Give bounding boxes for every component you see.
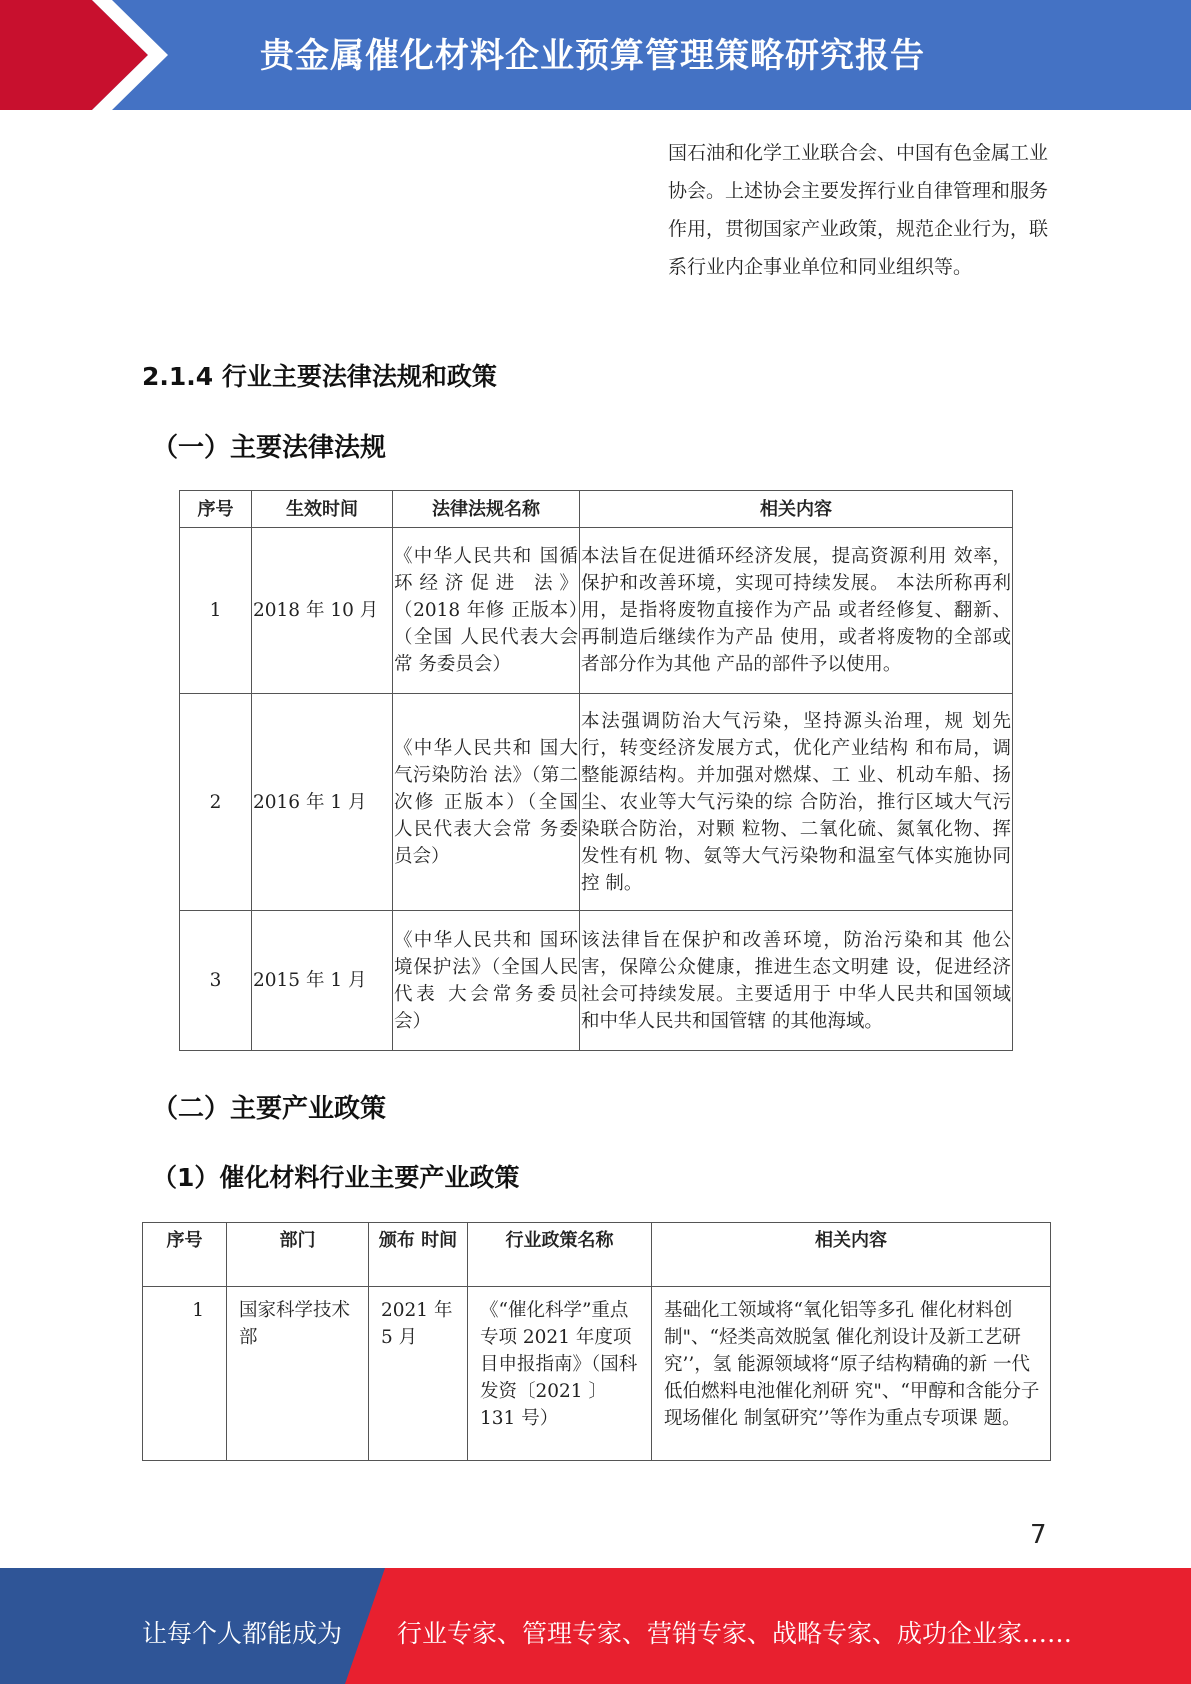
col-header-content: 相关内容 xyxy=(652,1223,1051,1287)
row-law-name: 《中华人民共和 国环境保护法》（全国人民代表 大会常务委员 会） xyxy=(393,911,580,1051)
col-header-policy-name: 行业政策名称 xyxy=(468,1223,652,1287)
table-row xyxy=(180,528,1013,694)
subsection-heading-catalyst-policies: （1）催化材料行业主要产业政策 xyxy=(152,1163,520,1192)
table-row xyxy=(180,694,1013,911)
row-no: 3 xyxy=(180,911,252,1051)
section-heading: 2.1.4 行业主要法律法规和政策 xyxy=(142,362,497,391)
row-no: 1 xyxy=(180,528,252,694)
header-bar xyxy=(0,0,1191,110)
row-date: 2016 年 1 月 xyxy=(252,694,393,911)
table-row xyxy=(180,911,1013,1051)
row-law-name: 《中华人民共和 国循环经济促进 法》（2018 年修 正版本）（全国 人民代表大会常 务委员会） xyxy=(393,528,580,694)
footer-slogan-left: 让每个人都能成为 xyxy=(142,1619,343,1648)
row-date: 2018 年 10 月 xyxy=(252,528,393,694)
col-header-date: 颁布 时间 xyxy=(369,1223,468,1287)
row-content: 本法旨在促进循环经济发展，提高资源利用 效率，保护和改善环境，实现可持续发展。 本法所称再利用，是指将废物直接作为产品 或者经修复、翻新、再制造后继续作为产品 使用，或者将废物的全部或者部分作为其他 产品的部件予以使用。 xyxy=(580,528,1013,694)
row-no: 2 xyxy=(180,694,252,911)
subsection-heading-laws: （一）主要法律法规 xyxy=(152,433,387,463)
col-header-date: 生效时间 xyxy=(252,491,393,528)
col-header-no: 序号 xyxy=(143,1223,227,1287)
row-policy-name: 《“催化科学”重点专项 2021 年度项目申报指南》（国科发资〔2021 〕131 号） xyxy=(468,1287,652,1461)
policy-table xyxy=(142,1222,1051,1461)
col-header-no: 序号 xyxy=(180,491,252,528)
table-header-row xyxy=(143,1223,1051,1287)
row-law-name: 《中华人民共和 国大气污染防治 法》（第二次修 正版本）（全国 人民代表大会常 务委员会） xyxy=(393,694,580,911)
table-header-row xyxy=(180,491,1013,528)
row-no: 1 xyxy=(143,1287,227,1461)
subsection-heading-policies: （二）主要产业政策 xyxy=(152,1094,387,1124)
col-header-dept: 部门 xyxy=(227,1223,369,1287)
footer-slogan-right: 行业专家、管理专家、营销专家、战略专家、成功企业家…… xyxy=(397,1619,1073,1648)
row-date: 2021 年 5 月 xyxy=(369,1287,468,1461)
row-dept: 国家科学技术部 xyxy=(227,1287,369,1461)
table-row xyxy=(143,1287,1051,1461)
report-title: 贵金属催化材料企业预算管理策略研究报告 xyxy=(260,36,925,76)
row-content: 该法律旨在保护和改善环境，防治污染和其 他公害，保障公众健康，推进生态文明建 设，促进经济社会可持续发展。主要适用于 中华人民共和国领域和中华人民共和国管辖 的其他海域。 xyxy=(580,911,1013,1051)
col-header-name: 法律法规名称 xyxy=(393,491,580,528)
row-content: 本法强调防治大气污染，坚持源头治理，规 划先行，转变经济发展方式，优化产业结构 和布局，调整能源结构。并加强对燃煤、工 业、机动车船、扬尘、农业等大气污染的综 合防治，推行区域大气污染联合防治，对颗 粒物、二氧化硫、氮氧化物、挥发性有机 物、氨等大气污染物和温室气体实施协同控 制。 xyxy=(580,694,1013,911)
intro-paragraph: 国石油和化学工业联合会、中国有色金属工业协会。上述协会主要发挥行业自律管理和服务作用，贯彻国家产业政策，规范企业行为，联系行业内企事业单位和同业组织等。 xyxy=(668,142,1049,278)
page-number: 7 xyxy=(1030,1520,1047,1550)
row-content: 基础化工领域将“氧化铝等多孔 催化材料创制"、“烃类高效脱氢 催化剂设计及新工艺研究’’，氢 能源领域将“原子结构精确的新 一代低伯燃料电池催化剂研 究"、“甲醇和含能分子现场催化 制氢研究’’等作为重点专项课 题。 xyxy=(652,1287,1051,1461)
laws-table xyxy=(179,490,1013,1051)
row-date: 2015 年 1 月 xyxy=(252,911,393,1051)
col-header-content: 相关内容 xyxy=(580,491,1013,528)
